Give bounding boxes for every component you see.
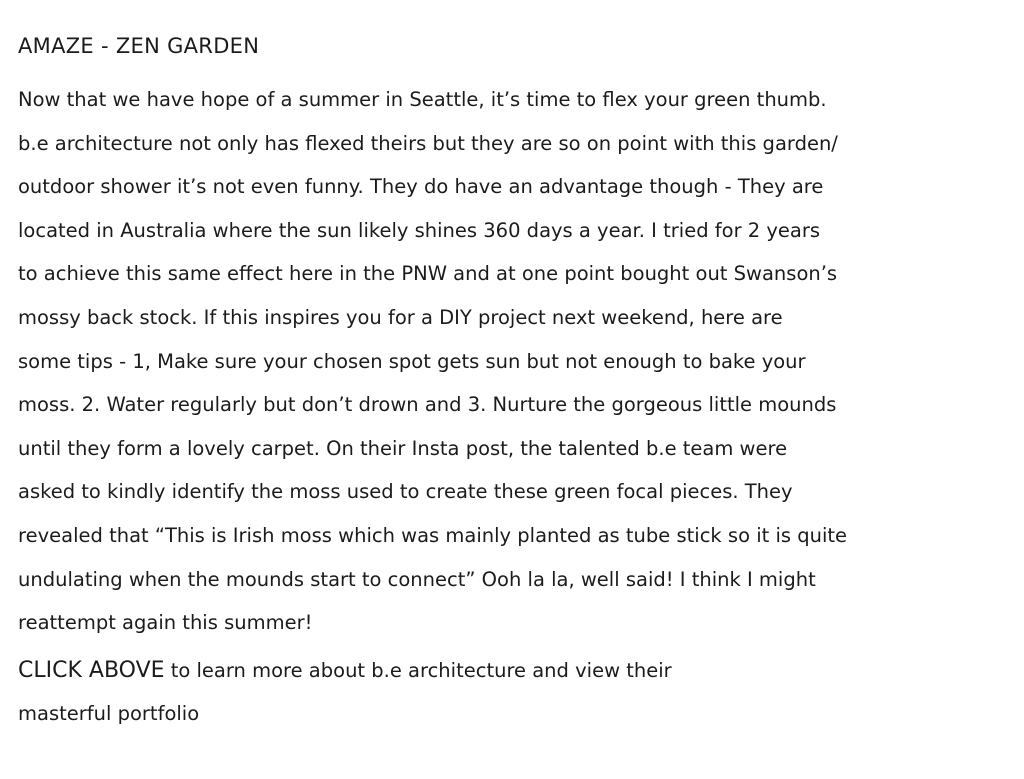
body-line: mossy back stock. If this inspires you for a DIY project next weekend, here are: [18, 305, 783, 329]
body-line: reattempt again this summer!: [18, 611, 313, 635]
body-line: outdoor shower it’s not even funny. They do have an advantage though - They are: [18, 175, 824, 199]
click-above-link[interactable]: CLICK ABOVE: [18, 657, 165, 683]
body-line: undulating when the mounds start to connect” Ooh la la, well said! I think I might: [18, 567, 816, 591]
body-line: revealed that “This is Irish moss which was mainly planted as tube stick so it is quite: [18, 523, 848, 547]
body-line: b.e architecture not only has flexed theirs but they are so on point with this garden/: [18, 131, 838, 155]
post-title: AMAZE - ZEN GARDEN: [18, 34, 260, 58]
body-line: Now that we have hope of a summer in Seattle, it’s time to flex your green thumb.: [18, 88, 827, 111]
blog-post: [18, 24, 1008, 736]
body-line: until they form a lovely carpet. On their Insta post, the talented b.e team were: [18, 436, 788, 460]
cta-line-1: [18, 649, 1008, 693]
body-line: moss. 2. Water regularly but don’t drown and 3. Nurture the gorgeous little mounds: [18, 393, 837, 417]
cta-text: to learn more about b.e architecture and view their: [164, 658, 672, 682]
post-body: [18, 78, 1008, 645]
body-line: to achieve this same effect here in the PNW and at one point bought out Swanson’s: [18, 262, 838, 286]
body-line: asked to kindly identify the moss used to create these green focal pieces. They: [18, 480, 793, 504]
body-line: some tips - 1, Make sure your chosen spot gets sun but not enough to bake your: [18, 349, 806, 373]
call-to-action: [18, 649, 1008, 736]
body-line: located in Australia where the sun likely shines 360 days a year. I tried for 2 years: [18, 218, 821, 242]
cta-line-2: masterful portfolio: [18, 702, 200, 726]
